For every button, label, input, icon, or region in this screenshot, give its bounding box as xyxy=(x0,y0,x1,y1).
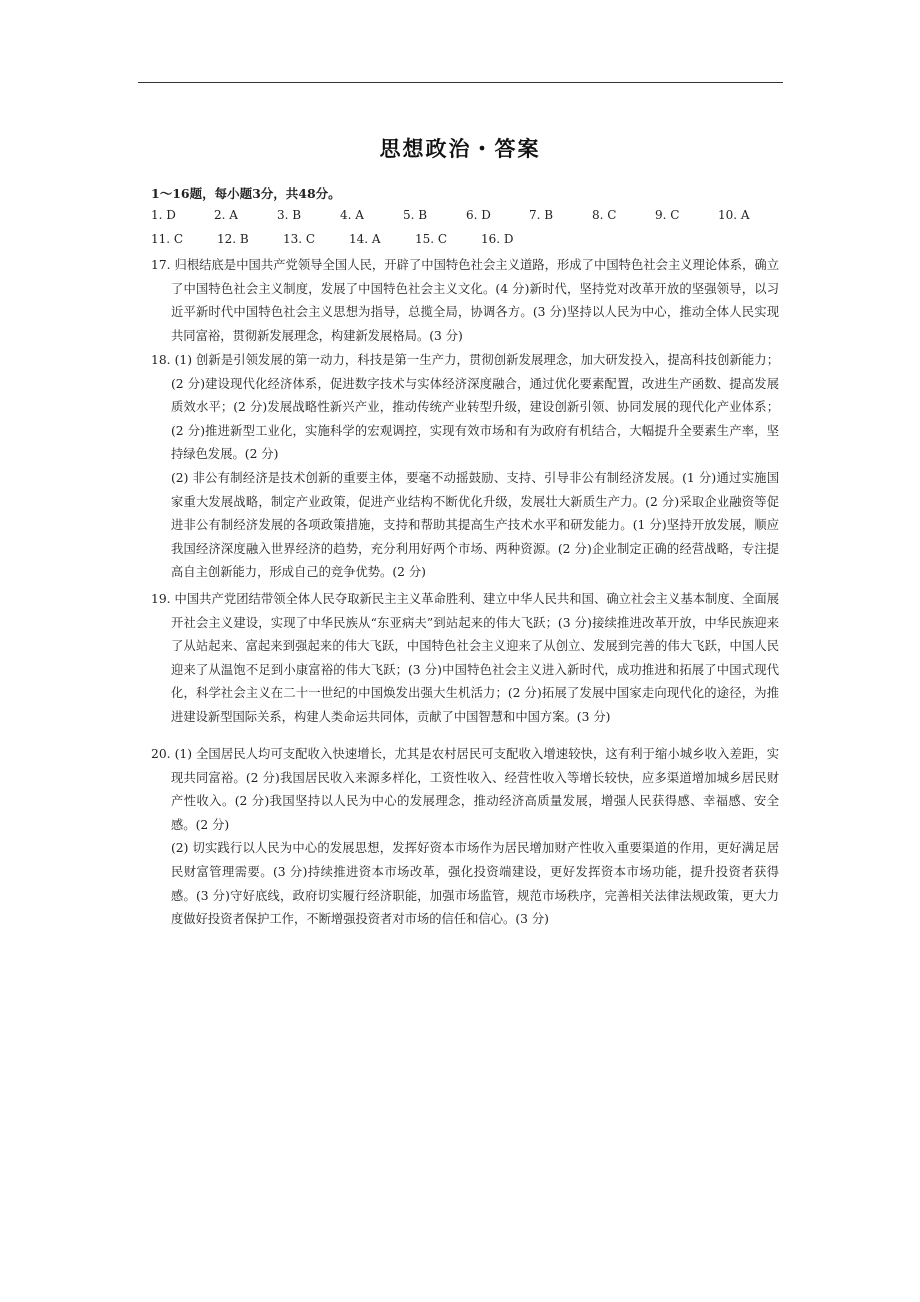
answer-1: 1. D xyxy=(151,208,176,222)
answer-11: 11. C xyxy=(151,232,184,246)
answer-16: 16. D xyxy=(481,232,514,246)
question-17-text: 17. 归根结底是中国共产党领导全国人民，开辟了中国特色社会主义道路，形成了中国特色社会主义理论体系，确立了中国特色社会主义制度，发展了中国特色社会主义文化。(4 分)新时代，坚持党对改革开放的坚强领导，以习近平新时代中国特色社会主义思想为指导，总揽全局，协调各方。(3 分)坚持以人民为中心，推动全体人民实现共同富裕，贯彻新发展理念，构建新发展格局。(3 分) xyxy=(151,258,779,343)
answer-3: 3. B xyxy=(277,208,302,222)
question-20-answer xyxy=(151,743,779,932)
answer-12: 12. B xyxy=(217,232,249,246)
question-17-answer xyxy=(151,254,779,348)
header-rule xyxy=(138,82,783,83)
answer-row-1 xyxy=(151,208,781,222)
answer-6: 6. D xyxy=(466,208,491,222)
answer-14: 14. A xyxy=(349,232,381,246)
answer-8: 8. C xyxy=(592,208,617,222)
question-20-part-2: (2) 切实践行以人民为中心的发展思想，发挥好资本市场作为居民增加财产性收入重要渠道的作用，更好满足居民财富管理需要。(3 分)持续推进资本市场改革，强化投资端建设，更好发挥资本市场功能，提升投资者获得感。(3 分)守好底线，政府切实履行经济职能，加强市场监管，规范市场秩序，完善相关法律法规政策，更大力度做好投资者保护工作，不断增强投资者对市场的信任和信心。(3 分) xyxy=(171,841,779,927)
question-18-part-1: 18. (1) 创新是引领发展的第一动力，科技是第一生产力，贯彻创新发展理念，加大研发投入，提高科技创新能力；(2 分)建设现代化经济体系，促进数字技术与实体经济深度融合，通过优化要素配置，改进生产函数、提高发展质效水平；(2 分)发展战略性新兴产业，推动传统产业转型升级，建设创新引领、协同发展的现代化产业体系；(2 分)推进新型工业化，实施科学的宏观调控，实现有效市场和有为政府有机结合，大幅提升全要素生产率，坚持绿色发展。(2 分) xyxy=(151,353,779,462)
answer-5: 5. B xyxy=(403,208,428,222)
question-18-part-2: (2) 非公有制经济是技术创新的重要主体，要毫不动摇鼓励、支持、引导非公有制经济发展。(1 分)通过实施国家重大发展战略，制定产业政策，促进产业结构不断优化升级，发展壮大新质生产力。(2 分)采取企业融资等促进非公有制经济发展的各项政策措施，支持和帮助其提高生产技术水平和研发能力。(1 分)坚持开放发展，顺应我国经济深度融入世界经济的趋势，充分利用好两个市场、两种资源。(2 分)企业制定正确的经营战略，专注提高自主创新能力，形成自己的竞争优势。(2 分) xyxy=(171,470,779,580)
answer-4: 4. A xyxy=(340,208,364,222)
answer-15: 15. C xyxy=(415,232,448,246)
answer-7: 7. B xyxy=(529,208,554,222)
answer-9: 9. C xyxy=(655,208,680,222)
multiple-choice-intro: 1～16题，每小题3分，共48分。 xyxy=(151,186,341,201)
question-19-text: 19. 中国共产党团结带领全体人民夺取新民主主义革命胜利、建立中华人民共和国、确立社会主义基本制度、全面展开社会主义建设，实现了中华民族从“东亚病夫”到站起来的伟大飞跃；(3 分)接续推进改革开放，中华民族迎来了从站起来、富起来到强起来的伟大飞跃，中国特色社会主义迎来了从创立、发展到完善的伟大飞跃，中国人民迎来了从温饱不足到小康富裕的伟大飞跃；(3 分)中国特色社会主义进入新时代，成功推进和拓展了中国式现代化，科学社会主义在二十一世纪的中国焕发出强大生机活力；(2 分)拓展了发展中国家走向现代化的途径，为推进建设新型国际关系，构建人类命运共同体，贡献了中国智慧和中国方案。(3 分) xyxy=(151,592,779,724)
answer-13: 13. C xyxy=(283,232,316,246)
answer-2: 2. A xyxy=(214,208,238,222)
answer-10: 10. A xyxy=(718,208,750,222)
answer-row-2 xyxy=(151,232,547,246)
question-19-answer xyxy=(151,588,779,730)
question-18-answer xyxy=(151,349,779,585)
question-20-part-1: 20. (1) 全国居民人均可支配收入快速增长，尤其是农村居民可支配收入增速较快，这有利于缩小城乡收入差距，实现共同富裕。(2 分)我国居民收入来源多样化，工资性收入、经营性收入等增长较快，应多渠道增加城乡居民财产性收入。(2 分)我国坚持以人民为中心的发展理念，推动经济高质量发展，增强人民获得感、幸福感、安全感。(2 分) xyxy=(151,747,779,832)
page-title: 思想政治・答案 xyxy=(379,136,541,161)
